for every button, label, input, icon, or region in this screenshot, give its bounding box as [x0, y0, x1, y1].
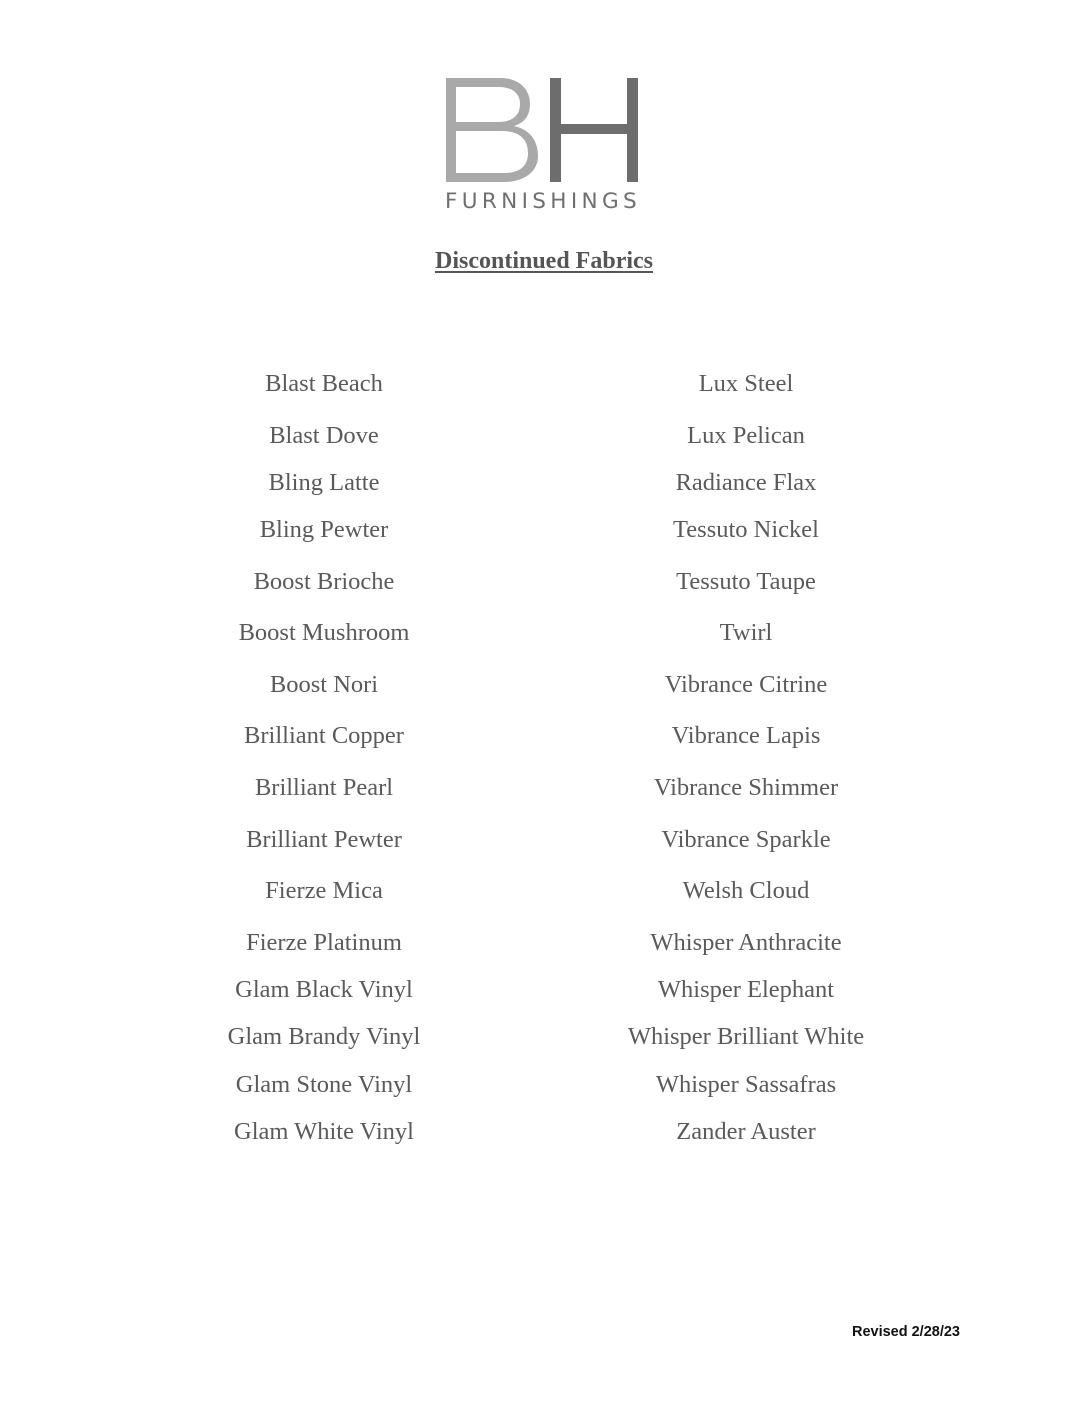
fabric-item: Glam Brandy Vinyl: [227, 1023, 421, 1050]
fabric-item: Whisper Sassafras: [655, 1071, 837, 1098]
fabric-item: Glam White Vinyl: [234, 1118, 414, 1145]
fabric-item: Vibrance Sparkle: [661, 826, 831, 853]
fabric-item: Bling Latte: [268, 469, 380, 496]
fabric-item: Boost Mushroom: [238, 619, 410, 646]
fabric-item: Blast Beach: [265, 370, 383, 397]
revised-date: Revised 2/28/23: [851, 1324, 960, 1340]
fabric-item: Blast Dove: [269, 422, 379, 449]
fabric-item: Fierze Platinum: [246, 929, 402, 956]
fabric-item: Radiance Flax: [675, 469, 817, 496]
fabric-item: Bling Pewter: [259, 516, 389, 543]
fabric-item: Whisper Elephant: [657, 976, 835, 1003]
fabric-item: Boost Nori: [269, 671, 379, 698]
fabric-item: Vibrance Lapis: [671, 722, 821, 749]
fabric-item: Brilliant Copper: [244, 722, 404, 749]
fabric-item: Twirl: [719, 619, 773, 646]
fabric-item: Vibrance Shimmer: [653, 774, 839, 801]
fabric-item: Glam Stone Vinyl: [235, 1071, 413, 1098]
fabric-item: Tessuto Nickel: [673, 516, 819, 543]
logo-wordmark: FURNISHINGS: [445, 189, 641, 213]
fabric-item: Boost Brioche: [253, 568, 395, 595]
fabric-item: Brilliant Pewter: [246, 826, 402, 853]
fabric-item: Brilliant Pearl: [254, 774, 394, 801]
fabric-item: Welsh Cloud: [682, 877, 810, 904]
fabric-item: Lux Steel: [698, 370, 794, 397]
fabric-item: Whisper Anthracite: [650, 929, 842, 956]
fabric-item: Tessuto Taupe: [676, 568, 816, 595]
fabric-item: Whisper Brilliant White: [627, 1023, 865, 1050]
fabric-item: Lux Pelican: [687, 422, 805, 449]
page-title: Discontinued Fabrics: [434, 248, 653, 274]
fabric-item: Fierze Mica: [265, 877, 383, 904]
fabric-item: Zander Auster: [676, 1118, 816, 1145]
fabric-item: Glam Black Vinyl: [235, 976, 413, 1003]
fabric-item: Vibrance Citrine: [664, 671, 828, 698]
